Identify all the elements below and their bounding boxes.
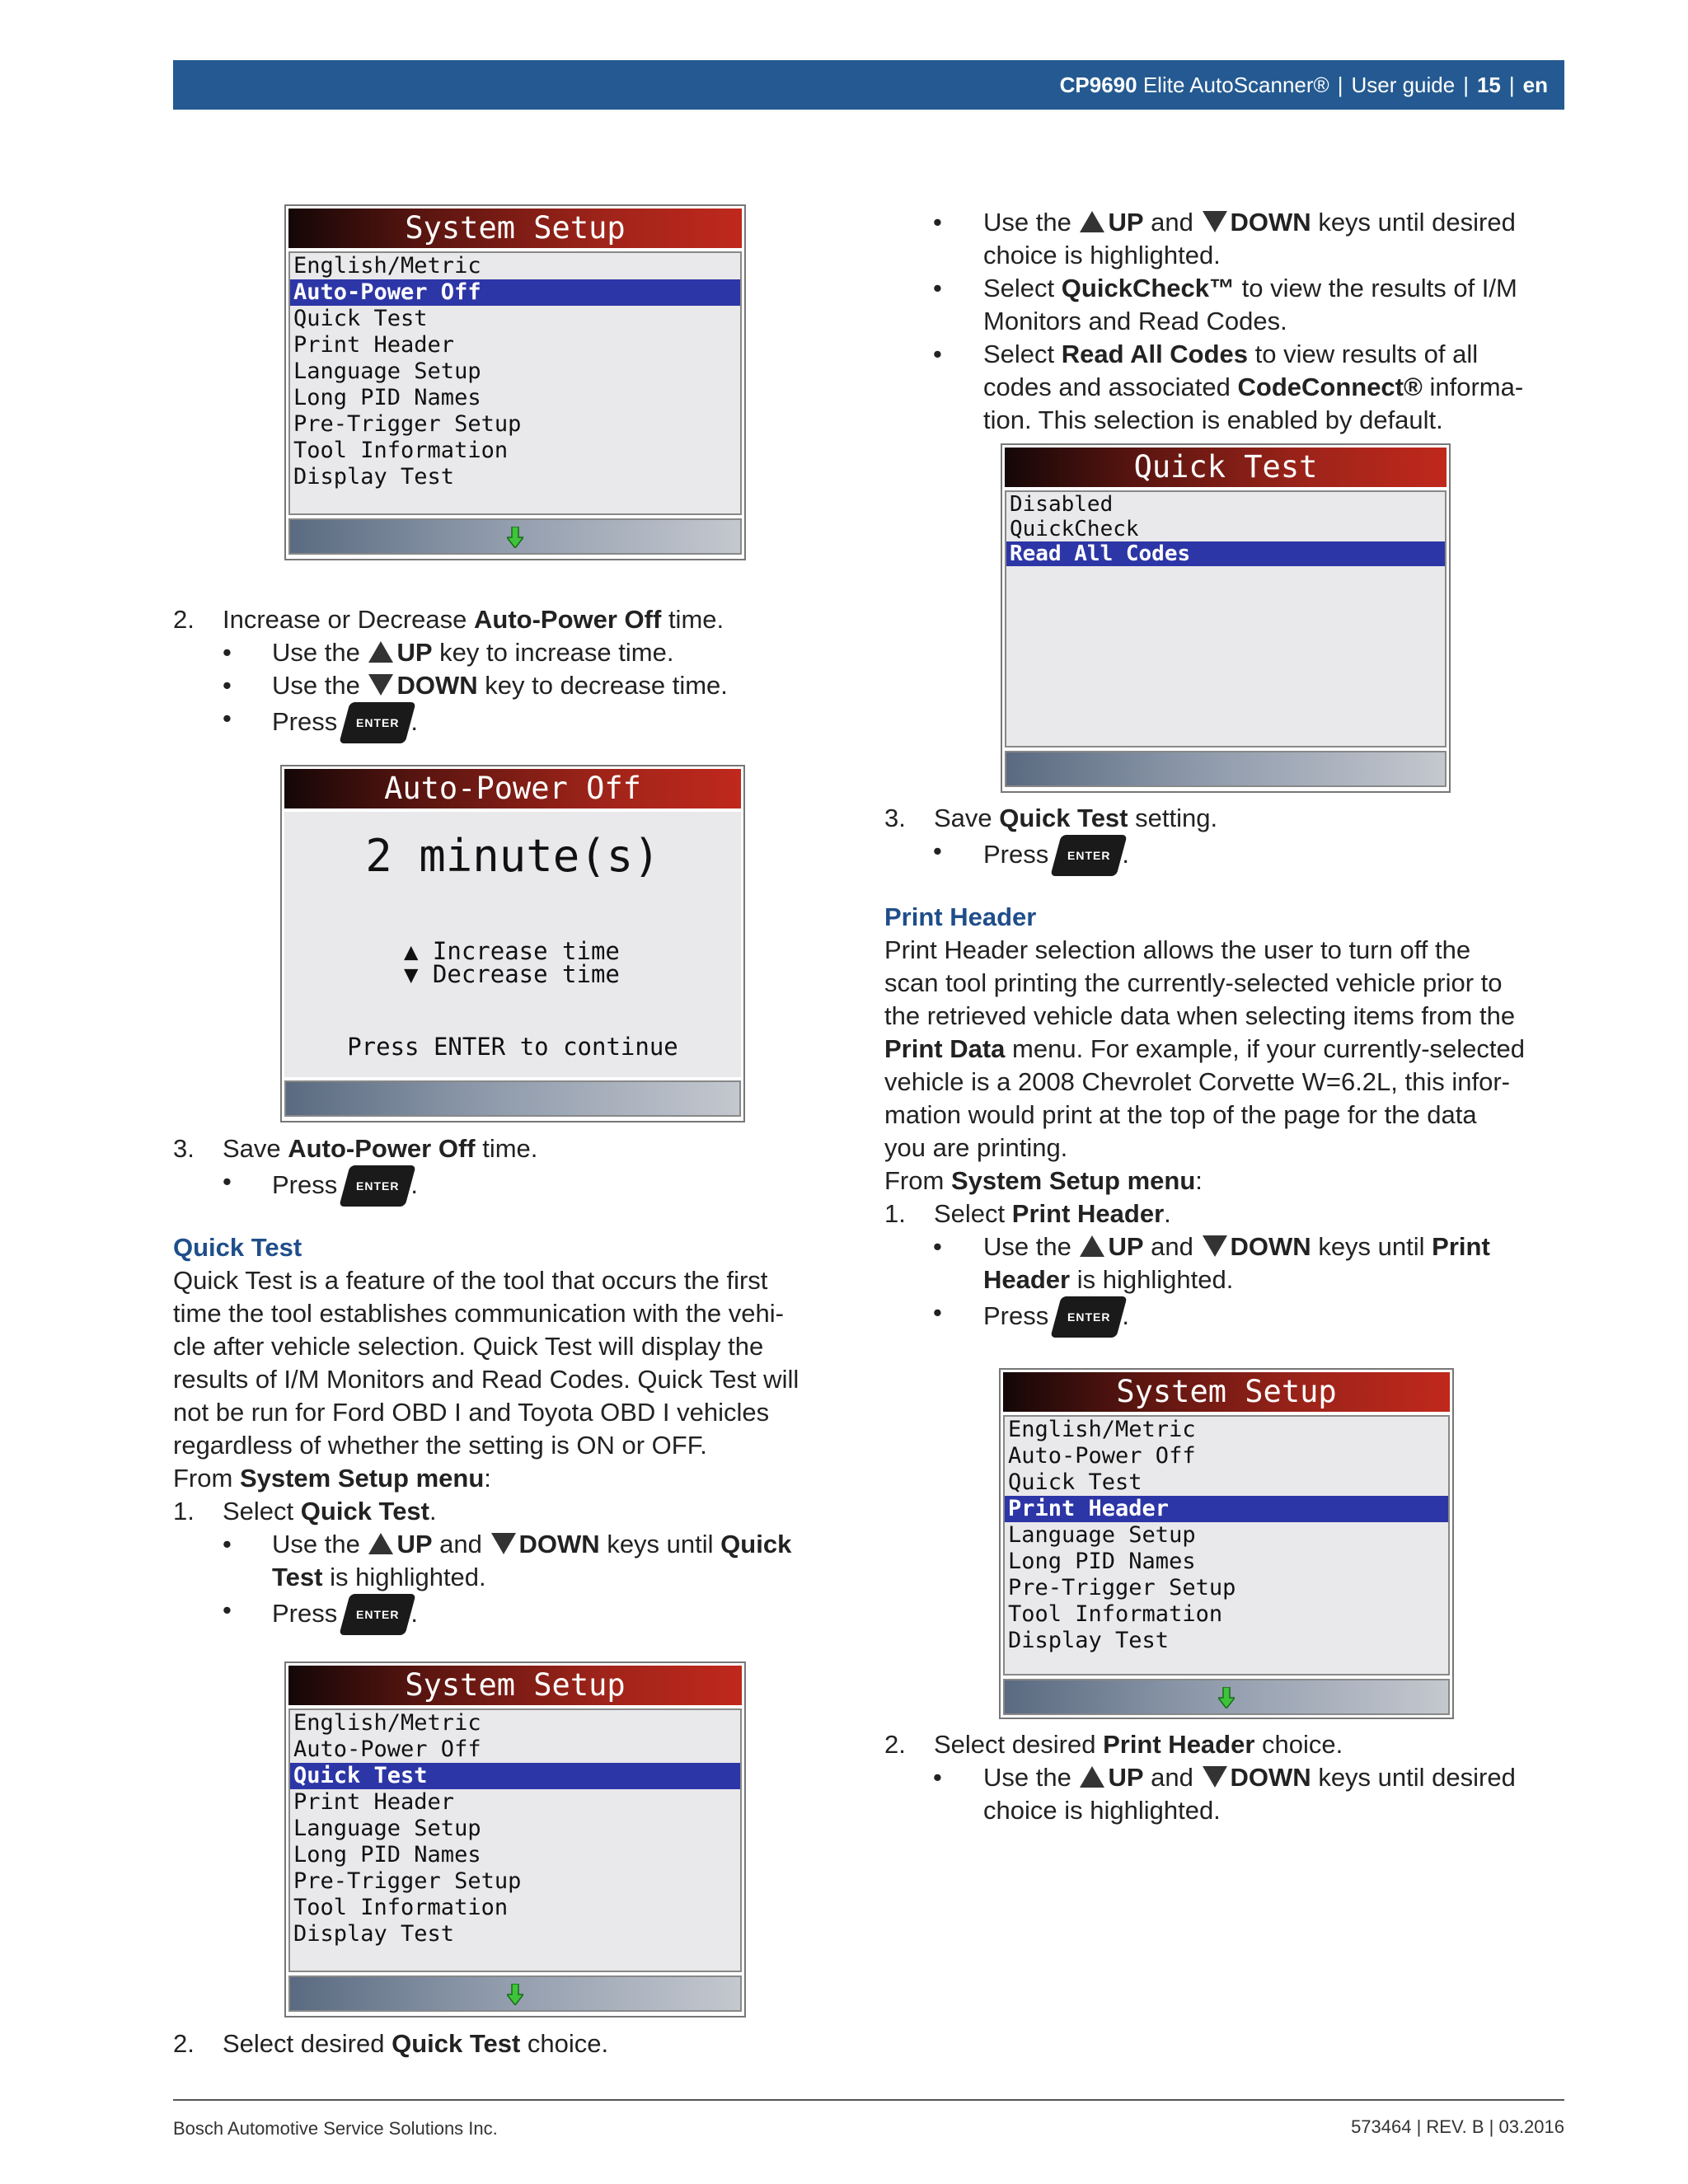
bullet: • [933, 837, 942, 865]
print-header-paragraph: Print Header selection allows the user to turn off the scan tool printing the currently-selected vehicle prior to the retrieved vehicle data when selecting items from the Print Data menu. For example, if your currently-selected vehicle is a 2008 Chevrolet Corvette W=6.2L, this infor- mation would print at the top of the page for the data you are printing. [884, 935, 1526, 1162]
quick-test-paragraph: Quick Test is a feature of the tool that occurs the first time the tool establishes communication with the vehi- cle after vehicle selection. Quick Test will display the results of I/M Monitors and Read Codes. Quick Test will not be run for Ford OBD I and Toyota OBD I vehicles regardless of whether the setting is ON or OFF. [173, 1266, 799, 1460]
language-code: en [1522, 72, 1548, 97]
bullet-text: Press ENTER . [983, 835, 1129, 876]
menu-item: Print Header [293, 1789, 455, 1815]
bullet-text: Use the UP and DOWN keys until desired choice is highlighted. [983, 1763, 1516, 1825]
menu-list [1003, 1415, 1450, 1675]
down-triangle-icon [491, 1533, 516, 1554]
bullet-text: Use the UP and DOWN keys until desired choice is highlighted. [983, 208, 1516, 269]
menu-item: English/Metric [293, 1710, 481, 1736]
step-number: 1. [173, 1497, 195, 1526]
bullet: • [223, 671, 232, 700]
status-bar [1005, 751, 1447, 787]
bullet-text: Use the UP key to increase time. [272, 638, 674, 667]
up-triangle-icon [368, 641, 393, 663]
menu-item: Language Setup [293, 1816, 481, 1841]
menu-item: English/Metric [293, 253, 481, 279]
enter-key-icon: ENTER [339, 702, 416, 743]
system-setup-screen-2 [284, 1661, 746, 2018]
step-text: Save Quick Test setting. [934, 804, 1218, 832]
enter-key-icon: ENTER [1050, 1296, 1128, 1338]
up-triangle-icon [1080, 1766, 1104, 1788]
screen-title: System Setup [288, 1666, 742, 1705]
section-heading-print-header: Print Header [884, 902, 1037, 931]
menu-list [288, 1708, 742, 1972]
page-number: 15 [1476, 72, 1501, 97]
bullet: • [933, 1763, 942, 1792]
from-menu-line: From System Setup menu: [173, 1464, 491, 1493]
step-text: Save Auto-Power Off time. [223, 1134, 538, 1163]
bullet-text: Select QuickCheck™ to view the results of I/M Monitors and Read Codes. [983, 274, 1517, 335]
screen-title: Quick Test [1005, 448, 1447, 487]
continue-prompt: Press ENTER to continue [347, 1033, 678, 1061]
auto-power-off-screen [280, 765, 745, 1122]
menu-item: Long PID Names [293, 385, 481, 410]
menu-item: Display Test [1008, 1628, 1170, 1653]
status-bar [284, 1080, 741, 1117]
step-number: 1. [884, 1199, 906, 1228]
menu-item: Long PID Names [293, 1842, 481, 1868]
bullet: • [933, 274, 942, 302]
product-name: Elite AutoScanner® [1142, 72, 1329, 97]
system-setup-screen-1 [284, 204, 746, 560]
menu-item: Pre-Trigger Setup [293, 411, 522, 437]
menu-list [1005, 490, 1447, 748]
screen-title: Auto-Power Off [284, 769, 741, 808]
screen-title: System Setup [288, 209, 742, 248]
menu-item: Quick Test [293, 306, 428, 331]
menu-item: QuickCheck [1010, 517, 1139, 541]
system-setup-screen-3 [999, 1368, 1454, 1719]
menu-item: Quick Test [1008, 1469, 1142, 1495]
screen-title: System Setup [1003, 1372, 1450, 1412]
step-number: 3. [173, 1134, 195, 1163]
bullet: • [223, 1596, 232, 1624]
footer-divider [173, 2099, 1564, 2101]
footer-company: Bosch Automotive Service Solutions Inc. [173, 2118, 498, 2139]
timeout-value: 2 minute(s) [365, 830, 660, 882]
key-hints: ▲ Increase time ▼ Decrease time [404, 937, 620, 988]
menu-item: English/Metric [1008, 1417, 1196, 1442]
bullet-text: Use the UP and DOWN keys until Quick Test is highlighted. [272, 1530, 792, 1591]
increase-hint: Increase time [432, 937, 620, 965]
guide-label: User guide [1351, 72, 1456, 97]
from-menu-line: From System Setup menu: [884, 1166, 1203, 1195]
menu-item: Pre-Trigger Setup [1008, 1575, 1236, 1601]
step-number: 2. [173, 2029, 195, 2058]
bullet-text: Press ENTER . [272, 1594, 418, 1635]
menu-item: Pre-Trigger Setup [293, 1868, 522, 1894]
bullet-text: Press ENTER . [272, 1165, 418, 1207]
green-down-arrow-icon [1218, 1687, 1235, 1708]
step-number: 3. [884, 804, 906, 832]
page-header: CP9690 Elite AutoScanner® | User guide | 15 | en [173, 60, 1564, 110]
menu-item: Auto-Power Off [1008, 1443, 1196, 1469]
enter-key-icon: ENTER [339, 1165, 416, 1207]
status-bar [288, 1975, 742, 2012]
menu-item: Auto-Power Off [293, 1736, 481, 1762]
green-down-arrow-icon [507, 527, 523, 548]
green-down-arrow-icon [507, 1984, 523, 2005]
menu-item-selected: Print Header [1005, 1496, 1448, 1522]
bullet: • [223, 704, 232, 733]
down-triangle-icon [368, 674, 393, 696]
bullet-text: Press ENTER . [983, 1296, 1129, 1338]
bullet: • [933, 208, 942, 237]
up-triangle-icon [1080, 1235, 1104, 1257]
menu-list [288, 251, 742, 515]
up-triangle-icon [1080, 211, 1104, 232]
decrease-hint: Decrease time [432, 960, 620, 988]
menu-item: Tool Information [293, 438, 509, 463]
bullet: • [223, 638, 232, 667]
menu-item: Display Test [293, 464, 455, 490]
bullet: • [933, 1298, 942, 1327]
status-bar [1003, 1679, 1450, 1715]
step-text: Select Quick Test. [223, 1497, 437, 1526]
bullet: • [933, 1232, 942, 1261]
up-triangle-icon [368, 1533, 393, 1554]
step-text: Select Print Header. [934, 1199, 1171, 1228]
bullet-text: Use the DOWN key to decrease time. [272, 671, 728, 700]
enter-key-icon: ENTER [1050, 835, 1128, 876]
menu-item: Language Setup [1008, 1522, 1196, 1548]
menu-item-selected: Read All Codes [1006, 541, 1445, 566]
step-number: 2. [173, 605, 195, 634]
bullet-text: Press ENTER . [272, 702, 418, 743]
menu-item: Language Setup [293, 359, 481, 384]
down-triangle-icon [1203, 1766, 1227, 1788]
menu-item: Long PID Names [1008, 1549, 1196, 1574]
bullet-text: Select Read All Codes to view results of all codes and associated CodeConnect® informa- tion. This selection is enabled by default. [983, 340, 1524, 434]
menu-item: Tool Information [1008, 1601, 1223, 1627]
menu-item: Print Header [293, 332, 455, 358]
down-triangle-icon [1203, 1235, 1227, 1257]
menu-item: Display Test [293, 1921, 455, 1947]
enter-key-icon: ENTER [339, 1594, 416, 1635]
menu-item: Tool Information [293, 1895, 509, 1920]
bullet: • [223, 1167, 232, 1196]
model-name: CP9690 [1059, 72, 1137, 97]
section-heading-quick-test: Quick Test [173, 1233, 302, 1262]
menu-item: Disabled [1010, 492, 1114, 517]
menu-item-selected: Auto-Power Off [290, 279, 740, 306]
status-bar [288, 518, 742, 555]
screen-body [284, 812, 741, 1077]
bullet: • [223, 1530, 232, 1558]
step-text: Increase or Decrease Auto-Power Off time. [223, 605, 724, 634]
menu-item-selected: Quick Test [290, 1763, 740, 1789]
step-number: 2. [884, 1730, 906, 1759]
bullet-text: Use the UP and DOWN keys until Print Header is highlighted. [983, 1232, 1490, 1294]
down-triangle-icon [1203, 211, 1227, 232]
footer-revision: 573464 | REV. B | 03.2016 [1351, 2116, 1564, 2137]
step-text: Select desired Print Header choice. [934, 1730, 1343, 1759]
quick-test-screen [1001, 443, 1451, 793]
bullet: • [933, 340, 942, 368]
step-text: Select desired Quick Test choice. [223, 2029, 609, 2058]
